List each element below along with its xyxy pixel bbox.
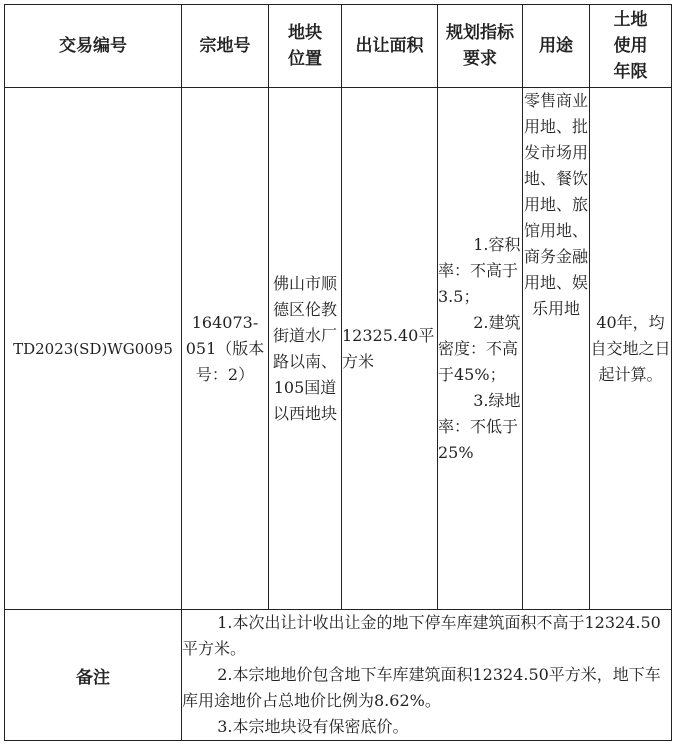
lot-no-cell: 164073-051（版本号：2） bbox=[182, 88, 269, 610]
land-transfer-table bbox=[4, 4, 672, 741]
term-cell: 40年，均自交地之日起计算。 bbox=[590, 88, 672, 610]
header-area: 出让面积 bbox=[342, 5, 438, 88]
notes-row bbox=[5, 610, 672, 741]
trade-no-cell: TD2023(SD)WG0095 bbox=[5, 88, 182, 610]
header-trade-no: 交易编号 bbox=[5, 5, 182, 88]
planning-item-green-ratio: 3.绿地率：不低于25% bbox=[438, 390, 521, 462]
notes-label: 备注 bbox=[5, 610, 182, 741]
note-item: 1.本次出让计收出让金的地下停车库建筑面积不高于12324.50平方米。 bbox=[182, 613, 661, 658]
notes-cell bbox=[182, 610, 672, 741]
table-row bbox=[5, 88, 672, 610]
header-term: 土地使用年限 bbox=[590, 5, 672, 88]
header-planning: 规划指标要求 bbox=[438, 5, 523, 88]
note-item: 3.本宗地块设有保密底价。 bbox=[217, 717, 409, 736]
header-lot-no: 宗地号 bbox=[182, 5, 269, 88]
planning-item-plot-ratio: 1.容积率：不高于3.5； bbox=[438, 234, 521, 306]
use-cell: 零售商业用地、批发市场用地、餐饮用地、旅馆用地、商务金融用地、娱乐用地 bbox=[523, 88, 590, 610]
location-cell: 佛山市顺德区伦教街道水厂路以南、105国道以西地块 bbox=[269, 88, 342, 610]
note-item: 2.本宗地地价包含地下车库建筑面积12324.50平方米，地下车库用途地价占总地价比例为8.62%。 bbox=[182, 665, 661, 710]
header-use: 用途 bbox=[523, 5, 590, 88]
area-cell: 12325.40平方米 bbox=[342, 88, 438, 610]
header-row bbox=[5, 5, 672, 88]
planning-cell bbox=[438, 88, 523, 610]
header-location: 地块位置 bbox=[269, 5, 342, 88]
planning-item-building-density: 2.建筑密度：不高于45%； bbox=[438, 312, 521, 384]
